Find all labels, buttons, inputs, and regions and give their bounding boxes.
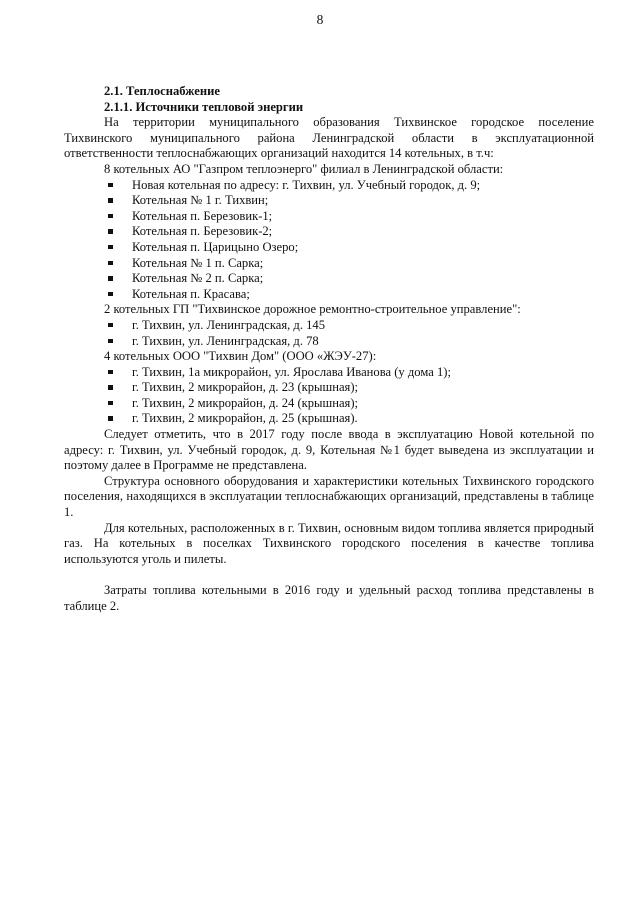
boiler-list-tikhvin-dom — [64, 365, 594, 427]
list-item-text: Котельная п. Царицыно Озеро; — [132, 239, 299, 254]
list-item-text: Новая котельная по адресу: г. Тихвин, ул. Учебный городок, д. 9; — [132, 177, 481, 192]
bullet-square-icon — [108, 416, 113, 421]
bullet-square-icon — [108, 261, 113, 266]
bullet-square-icon — [108, 339, 113, 344]
paragraph-new-boiler-note: Следует отметить, что в 2017 году после ввода в эксплуатацию Новой котельной по адресу: г. Тихвин, ул. Учебный городок, д. 9, Котельная №1 будет выведена из эксплуатации и поэтому далее в Программе не представлена. — [64, 427, 594, 473]
group-intro-tikhvin-dom: 4 котельных ООО "Тихвин Дом" (ООО «ЖЭУ-27): — [104, 349, 377, 364]
list-item — [64, 318, 594, 334]
bullet-square-icon — [108, 385, 113, 390]
group-intro-gazprom: 8 котельных АО "Газпром теплоэнерго" филиал в Ленинградской области: — [104, 161, 504, 176]
list-item-text: Котельная № 1 п. Сарка; — [132, 255, 264, 270]
list-item — [64, 178, 594, 194]
bullet-square-icon — [108, 198, 113, 203]
list-item-text: Котельная № 1 г. Тихвин; — [132, 193, 269, 208]
list-item-text: г. Тихвин, 2 микрорайон, д. 24 (крышная); — [132, 395, 359, 410]
bullet-square-icon — [108, 370, 113, 375]
list-item — [64, 411, 594, 427]
list-item-text: г. Тихвин, 1а микрорайон, ул. Ярослава Иванова (у дома 1); — [132, 364, 451, 379]
list-item-text: Котельная № 2 п. Сарка; — [132, 271, 264, 286]
list-item — [64, 334, 594, 350]
list-item-text: г. Тихвин, ул. Ленинградская, д. 145 — [132, 317, 326, 332]
spacer — [64, 567, 594, 583]
list-item-text: Котельная п. Березовик-2; — [132, 224, 273, 239]
list-item — [64, 271, 594, 287]
list-item — [64, 256, 594, 272]
list-item — [64, 240, 594, 256]
section-heading: 2.1. Теплоснабжение — [104, 84, 220, 98]
list-item-text: г. Тихвин, ул. Ленинградская, д. 78 — [132, 333, 319, 348]
group-intro-drsu: 2 котельных ГП "Тихвинское дорожное ремонтно-строительное управление": — [104, 302, 521, 317]
boiler-list-drsu — [64, 318, 594, 349]
bullet-square-icon — [108, 245, 113, 250]
list-item-text: Котельная п. Березовик-1; — [132, 208, 273, 223]
bullet-square-icon — [108, 214, 113, 219]
list-item — [64, 193, 594, 209]
list-item — [64, 365, 594, 381]
list-item-text: г. Тихвин, 2 микрорайон, д. 23 (крышная); — [132, 380, 359, 395]
bullet-square-icon — [108, 323, 113, 328]
paragraph-equipment-structure: Структура основного оборудования и характеристики котельных Тихвинского городского поселения, находящихся в эксплуатации теплоснабжающих организаций, представлены в таблице 1. — [64, 473, 594, 520]
document-body — [64, 84, 594, 614]
page-number: 8 — [316, 12, 324, 27]
paragraph-fuel-types: Для котельных, расположенных в г. Тихвин, основным видом топлива является природный газ. На котельных в поселках Тихвинского городского поселения в качестве топлива используются уголь и пилеты. — [64, 520, 594, 566]
paragraph-intro: На территории муниципального образования Тихвинское городское поселение Тихвинского муниципального района Ленинградской области в эксплуатационной ответственности теплоснабжающих организаций находится 14 котельных, в т.ч: — [64, 115, 594, 161]
list-item — [64, 396, 594, 412]
bullet-square-icon — [108, 229, 113, 234]
paragraph-fuel-consumption: Затраты топлива котельными в 2016 году и удельный расход топлива представлены в таблице 2. — [64, 583, 594, 613]
list-item — [64, 380, 594, 396]
list-item — [64, 287, 594, 303]
list-item-text: Котельная п. Красава; — [132, 286, 250, 301]
list-item-text: г. Тихвин, 2 микрорайон, д. 25 (крышная). — [132, 411, 358, 426]
bullet-square-icon — [108, 276, 113, 281]
bullet-square-icon — [108, 292, 113, 297]
boiler-list-gazprom — [64, 178, 594, 303]
subsection-heading: 2.1.1. Источники тепловой энергии — [104, 99, 304, 114]
list-item — [64, 224, 594, 240]
bullet-square-icon — [108, 183, 113, 188]
bullet-square-icon — [108, 401, 113, 406]
list-item — [64, 209, 594, 225]
